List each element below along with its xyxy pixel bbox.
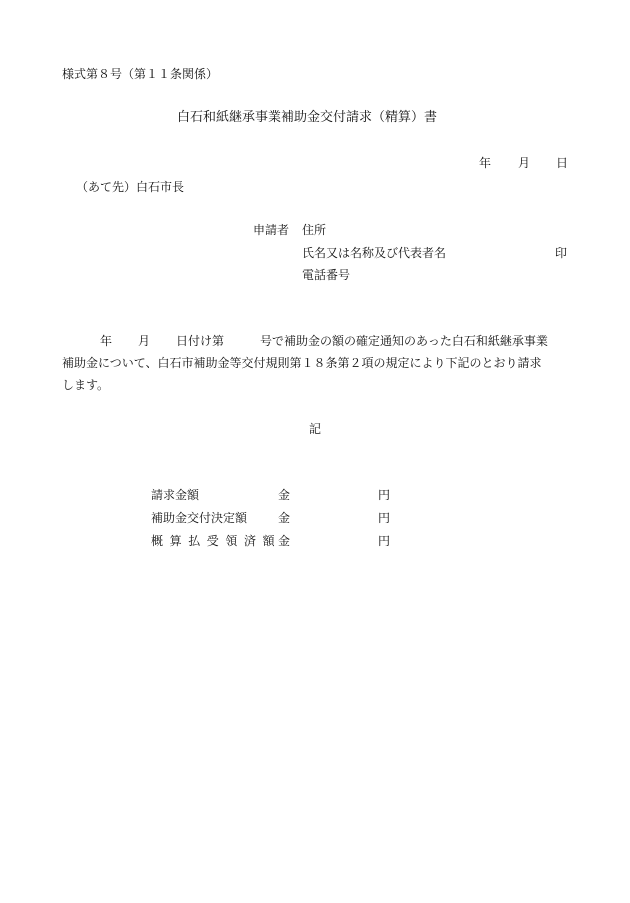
applicant-phone-label: 電話番号 (302, 268, 351, 282)
date-day: 日 (556, 156, 569, 170)
request-paragraph (62, 330, 572, 396)
addressee: （あて先）白石市長 (76, 180, 185, 194)
paragraph-year: 年 (100, 334, 113, 348)
item-unit-claim-amount: 円 (378, 488, 391, 502)
date-year: 年 (479, 156, 492, 170)
paragraph-line-3: します。 (62, 378, 110, 392)
seal-mark: 印 (555, 246, 568, 260)
item-prefix-decided-amount: 金 (278, 511, 291, 525)
item-unit-received-amount: 円 (378, 534, 391, 548)
date-month: 月 (518, 156, 531, 170)
item-label-claim-amount: 請求金額 (151, 488, 200, 502)
applicant-address-label: 住所 (302, 223, 327, 237)
paragraph-dated-no: 日付け第 (176, 334, 225, 348)
ki-heading: 記 (309, 422, 322, 436)
item-prefix-claim-amount: 金 (278, 488, 291, 502)
applicant-name-label: 氏名又は名称及び代表者名 (302, 246, 447, 260)
applicant-label: 申請者 (253, 223, 290, 237)
item-label-received-amount: 概算払受領済額 (151, 534, 282, 548)
paragraph-line-1 (62, 330, 572, 352)
paragraph-month: 月 (138, 334, 151, 348)
paragraph-line-1-rest: 号で補助金の額の確定通知のあった白石和紙継承事業 (260, 334, 548, 348)
item-label-decided-amount: 補助金交付決定額 (151, 511, 248, 525)
item-unit-decided-amount: 円 (378, 511, 391, 525)
document-title: 白石和紙継承事業補助金交付請求（精算）書 (177, 110, 438, 125)
paragraph-line-2: 補助金について、白石市補助金等交付規則第１８条第２項の規定により下記のとおり請求 (62, 356, 542, 370)
item-prefix-received-amount: 金 (278, 534, 291, 548)
form-number: 様式第８号（第１１条関係） (62, 67, 219, 81)
